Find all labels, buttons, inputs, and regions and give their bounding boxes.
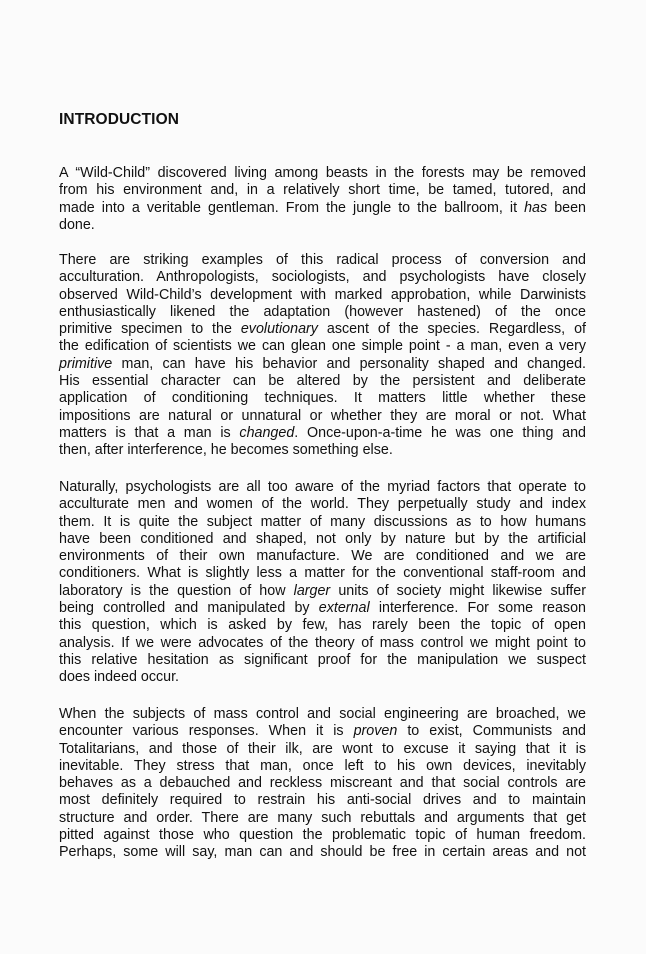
italic-text-run: external: [318, 600, 370, 617]
text-run: units of society might likewise suffer: [330, 582, 586, 599]
text-run: the edification of scientists we can glean one simple point - a man, even a very: [59, 338, 586, 355]
text-line: [59, 844, 586, 861]
text-run: interference. For some reason: [369, 600, 586, 617]
text-line: [59, 408, 586, 425]
text-run: Naturally, psychologists are all too aware of the myriad factors that operate to: [59, 479, 586, 495]
text-run: does indeed occur.: [59, 669, 180, 686]
text-run: inevitable. They stress that man, once left to his own devices, inevitably: [59, 757, 586, 774]
text-run: most definitely required to restrain his anti-social drives and to maintain: [59, 792, 586, 809]
text-run: A “Wild-Child” discovered living among beasts in the forests may be removed: [59, 165, 586, 181]
text-line: [59, 269, 586, 286]
text-run: primitive specimen to the: [59, 321, 241, 338]
text-run: pitted against those who question the problematic topic of human freedom.: [59, 827, 586, 844]
text-line: [59, 827, 586, 844]
text-line: [59, 583, 586, 600]
text-line: [59, 531, 586, 548]
italic-text-run: evolutionary: [240, 321, 318, 338]
text-line: [59, 252, 586, 269]
text-run: done.: [59, 216, 95, 233]
text-line: [59, 442, 586, 459]
text-run: application of conditioning techniques. It matters little whether these: [59, 390, 586, 407]
text-line: [59, 496, 586, 513]
text-run: observed Wild-Child’s development with marked approbation, while Darwinists: [59, 286, 586, 303]
text-run: from his environment and, in a relatively short time, be tamed, tutored, and: [59, 182, 586, 199]
text-line: [59, 182, 586, 199]
italic-text-run: has: [524, 199, 548, 216]
text-line: [59, 514, 586, 531]
text-line: [59, 425, 586, 442]
text-run: . Once-upon-a-time he was one thing and: [294, 424, 586, 441]
text-line: [59, 304, 586, 321]
italic-text-run: proven: [353, 723, 398, 740]
text-run: this question, which is asked by few, has rarely been the topic of open: [59, 617, 586, 634]
text-line: [59, 548, 586, 565]
italic-text-run: changed: [239, 424, 295, 441]
text-line: [59, 775, 586, 792]
text-run: this relative hesitation as significant proof for the manipulation we suspect: [59, 651, 586, 668]
text-line: [59, 792, 586, 809]
text-run: acculturation. Anthropologists, sociologists, and psychologists have closely: [59, 269, 586, 286]
text-line: [59, 200, 586, 217]
paragraph-3: [59, 479, 586, 687]
text-run: being controlled and manipulated by: [59, 600, 319, 617]
text-run: acculturate men and women of the world. They perpetually study and index: [59, 496, 586, 513]
text-line: [59, 810, 586, 827]
text-run: to exist, Communists and: [397, 723, 587, 740]
text-line: [59, 321, 586, 338]
text-line: [59, 617, 586, 634]
text-run: impositions are natural or unnatural or whether they are moral or not. What: [59, 407, 586, 424]
paragraph-1: [59, 165, 586, 234]
text-run: made into a veritable gentleman. From the jungle to the ballroom, it: [59, 199, 525, 216]
text-line: [59, 723, 586, 740]
text-run: environments of their own manufacture. We are conditioned and we are: [59, 548, 586, 565]
text-line: [59, 479, 586, 496]
text-line: [59, 758, 586, 775]
text-line: [59, 600, 586, 617]
text-run: then, after interference, he becomes something else.: [59, 442, 393, 459]
text-run: have been conditioned and shaped, not only by nature but by the artificial: [59, 530, 586, 547]
italic-text-run: primitive: [59, 355, 113, 372]
text-run: Perhaps, some will say, man can and should be free in certain areas and not: [59, 844, 586, 861]
text-run: matters is that a man is: [59, 424, 240, 441]
text-run: analysis. If we were advocates of the theory of mass control we might point to: [59, 634, 586, 651]
text-run: There are striking examples of this radical process of conversion and: [59, 252, 586, 268]
italic-text-run: larger: [293, 582, 331, 599]
text-line: [59, 356, 586, 373]
text-run: structure and order. There are many such rebuttals and arguments that get: [59, 809, 586, 826]
paragraph-2: [59, 252, 586, 460]
text-run: enthusiastically likened the adaptation (however hastened) of the once: [59, 303, 586, 320]
text-line: [59, 565, 586, 582]
text-line: [59, 217, 586, 234]
text-run: His essential character can be altered by the persistent and deliberate: [59, 373, 586, 390]
paragraph-4: [59, 706, 586, 862]
text-run: laboratory is the question of how: [59, 582, 294, 599]
text-line: [59, 338, 586, 355]
text-line: [59, 741, 586, 758]
text-run: conditioners. What is slightly less a matter for the conventional staff-room and: [59, 565, 586, 582]
text-line: [59, 706, 586, 723]
text-run: When the subjects of mass control and social engineering are broached, we: [59, 706, 586, 722]
text-run: encounter various responses. When it is: [59, 723, 354, 740]
section-heading: INTRODUCTION: [59, 111, 180, 128]
text-run: behaves as a debauched and reckless miscreant and that social controls are: [59, 775, 586, 792]
text-line: [59, 287, 586, 304]
text-run: ascent of the species. Regardless, of: [317, 321, 586, 338]
text-line: [59, 669, 586, 686]
text-run: them. It is quite the subject matter of many discussions as to how humans: [59, 513, 586, 530]
text-line: [59, 390, 586, 407]
text-run: Totalitarians, and those of their ilk, are wont to excuse it saying that it is: [59, 740, 586, 757]
text-line: [59, 652, 586, 669]
text-line: [59, 165, 586, 182]
text-run: been: [547, 199, 586, 216]
text-line: [59, 635, 586, 652]
text-line: [59, 373, 586, 390]
text-run: man, can have his behavior and personality shaped and changed.: [112, 355, 586, 372]
